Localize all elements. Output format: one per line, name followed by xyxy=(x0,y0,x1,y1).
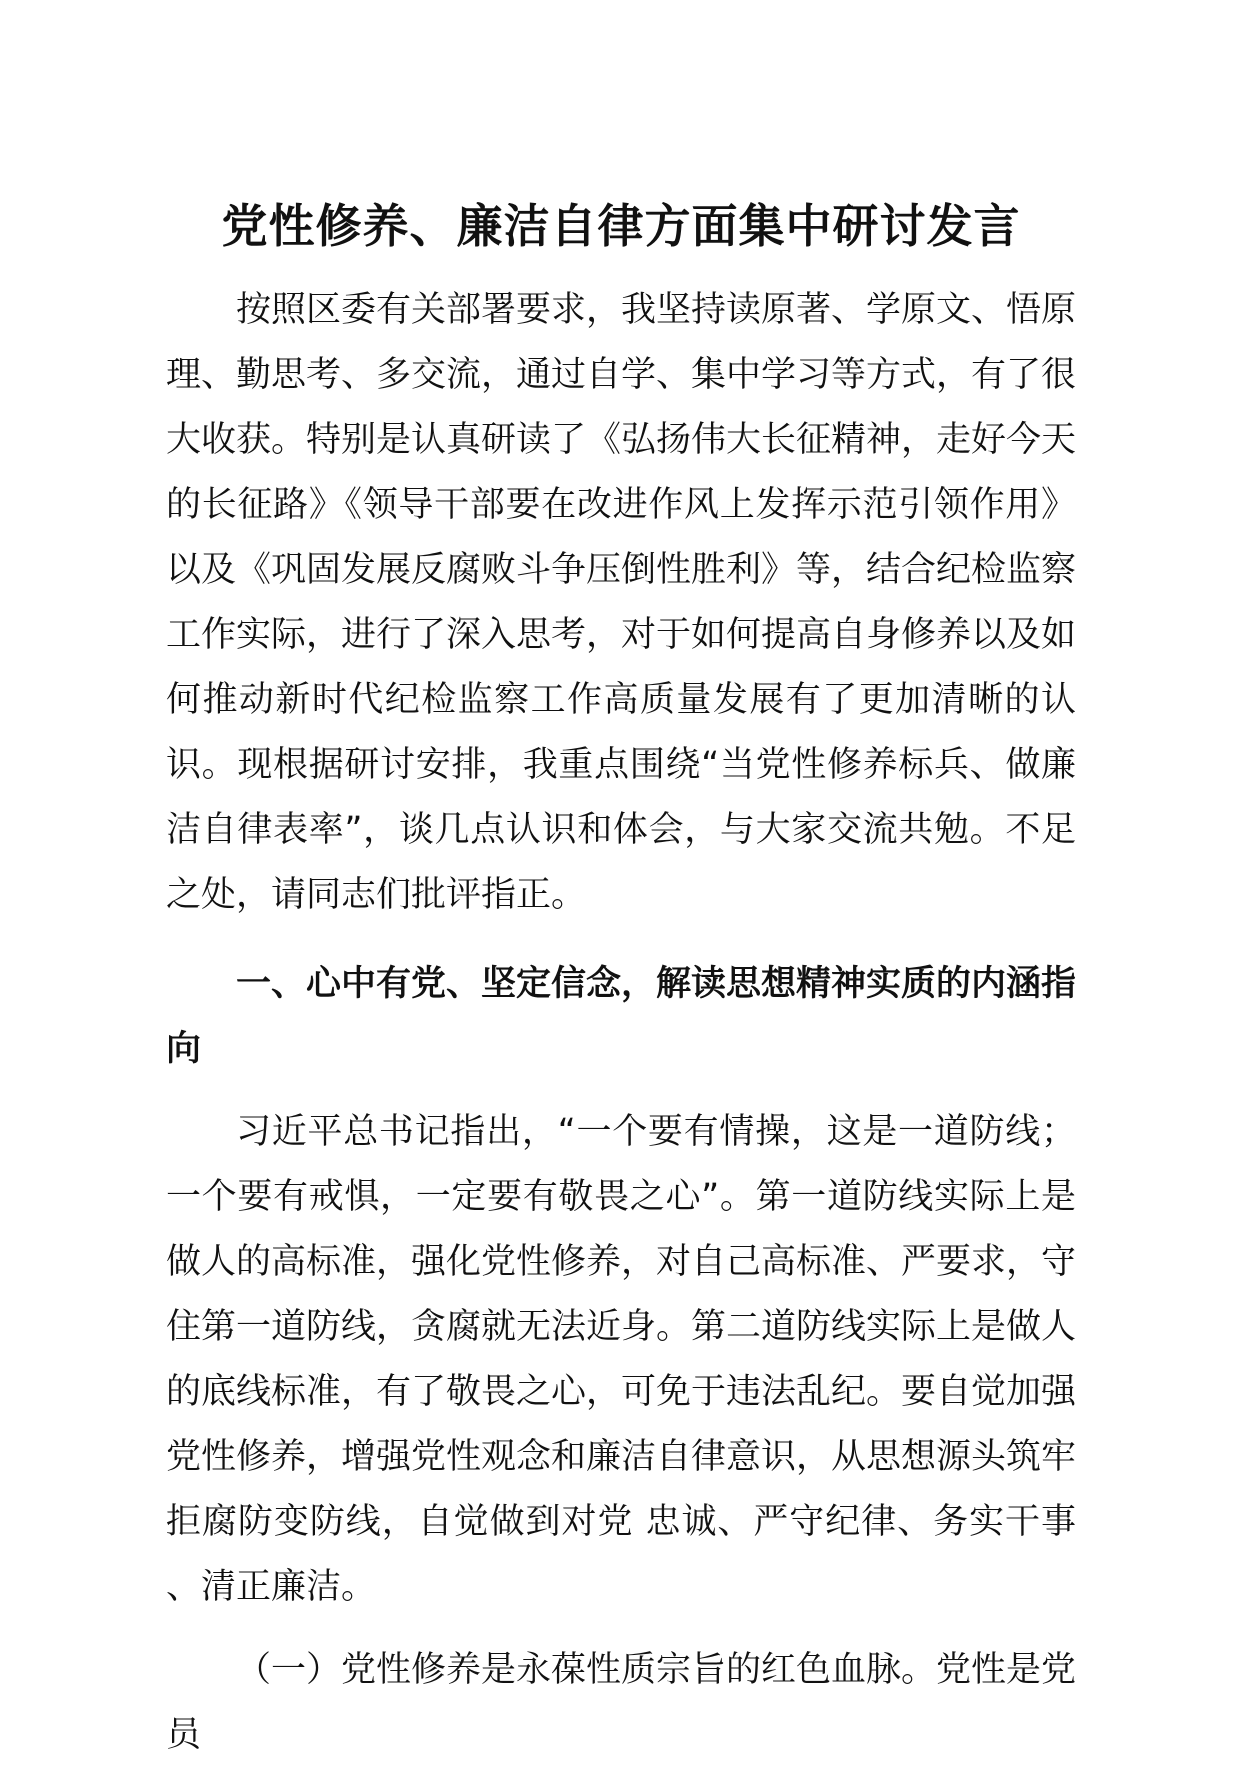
document-page xyxy=(166,188,1076,1768)
intro-paragraph: 按照区委有关部署要求，我坚持读原著、学原文、悟原理、勤思考、多交流，通过自学、集中学习等方式，有了很大收获。特别是认真研读了《弘扬伟大长征精神，走好今天的长征路》《领导干部要在改进作风上发挥示范引领作用》以及《巩固发展反腐败斗争压倒性胜利》等，结合纪检监察工作实际，进行了深入思考，对于如何提高自身修养以及如何推动新时代纪检监察工作高质量发展有了更加清晰的认识。现根据研讨安排，我重点围绕“当党性修养标兵、做廉洁自律表率”，谈几点认识和体会，与大家交流共勉。不足之处，请同志们批评指正。 xyxy=(166,290,1077,915)
section-1-body: 习近平总书记指出，“一个要有情操，这是一道防线；一个要有戒惧，一定要有敬畏之心”。第一道防线实际上是做人的高标准，强化党性修养，对自己高标准、严要求，守住第一道防线，贪腐就无法近身。第二道防线实际上是做人的底线标准，有了敬畏之心，可免于违法乱纪。要自觉加强党性修养，增强党性观念和廉洁自律意识，从思想源头筑牢拒腐防变防线，自觉做到对党 忠诚、严守纪律、务实干事 、清正廉洁。 xyxy=(166,1112,1077,1607)
document-title: 党性修养、廉洁自律方面集中研讨发言 xyxy=(221,199,1021,253)
subsection-1-paragraph: （一）党性修养是永葆性质宗旨的红色血脉。党性是党员 xyxy=(166,1650,1077,1755)
section-1-heading: 一、心中有党、坚定信念，解读思想精神实质的内涵指向 xyxy=(166,964,1077,1069)
